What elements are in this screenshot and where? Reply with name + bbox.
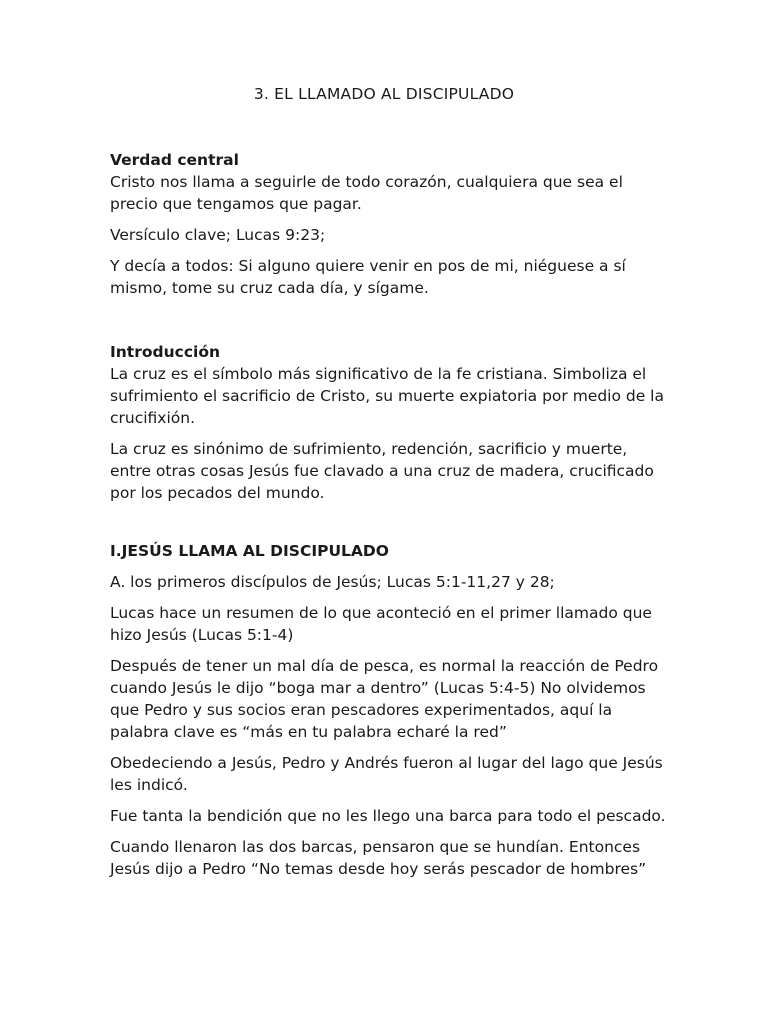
paragraph: La cruz es el símbolo más significativo de la fe cristiana. Simboliza el sufrimiento el sacrificio de Cristo, su muerte expiatoria por medio de la crucifixión. — [110, 365, 664, 427]
section-heading: Verdad central — [110, 151, 239, 169]
section-heading: Introducción — [110, 343, 221, 361]
paragraph: Cuando llenaron las dos barcas, pensaron que se hundían. Entonces Jesús dijo a Pedro “No temas desde hoy serás pescador de hombres” — [110, 838, 647, 878]
section-introduccion — [110, 341, 670, 513]
section-jesus-llama — [110, 540, 670, 889]
paragraph: La cruz es sinónimo de sufrimiento, redención, sacrificio y muerte, entre otras cosas Jesús fue clavado a una cruz de madera, crucificado por los pecados del mundo. — [110, 440, 654, 502]
paragraph: Cristo nos llama a seguirle de todo corazón, cualquiera que sea el precio que tengamos que pagar. — [110, 173, 623, 213]
paragraph: A. los primeros discípulos de Jesús; Lucas 5:1-11,27 y 28; — [110, 573, 555, 591]
paragraph: Y decía a todos: Si alguno quiere venir en pos de mi, niéguese a sí mismo, tome su cruz cada día, y sígame. — [110, 257, 626, 297]
paragraph: Lucas hace un resumen de lo que aconteció en el primer llamado que hizo Jesús (Lucas 5:1-4) — [110, 604, 652, 644]
section-heading: I.JESÚS LLAMA AL DISCIPULADO — [110, 542, 389, 560]
section-verdad-central — [110, 149, 670, 308]
paragraph: Fue tanta la bendición que no les llego una barca para todo el pescado. — [110, 807, 666, 825]
paragraph: Versículo clave; Lucas 9:23; — [110, 226, 326, 244]
paragraph: Obedeciendo a Jesús, Pedro y Andrés fueron al lugar del lago que Jesús les indicó. — [110, 754, 663, 794]
paragraph: Después de tener un mal día de pesca, es normal la reacción de Pedro cuando Jesús le dijo “boga mar a dentro” (Lucas 5:4-5) No olvidemos que Pedro y sus socios eran pescadores experimentados, aquí la palabra clave es “más en tu palabra echaré la red” — [110, 657, 659, 741]
document-title: 3. EL LLAMADO AL DISCIPULADO — [253, 85, 515, 103]
